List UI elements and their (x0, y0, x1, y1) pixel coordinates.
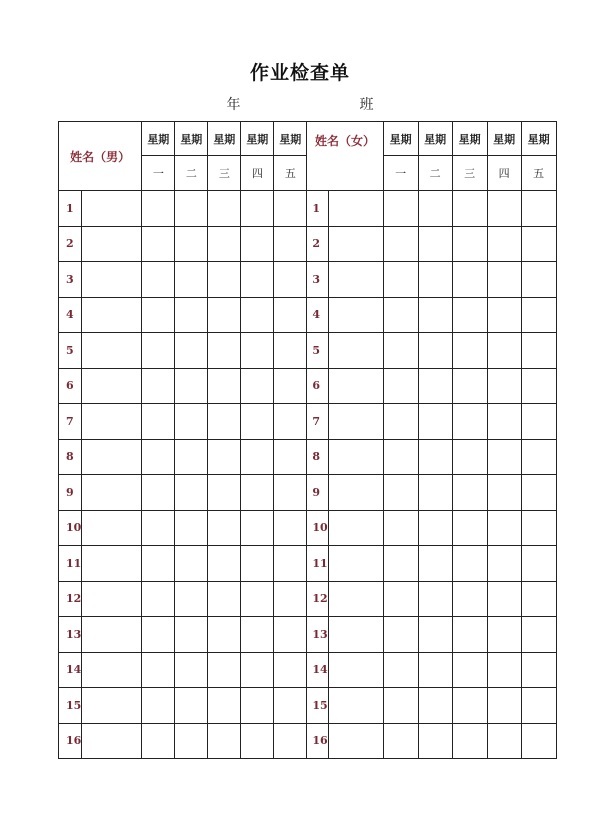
female-check-cell[interactable] (521, 297, 556, 333)
female-check-cell[interactable] (487, 262, 521, 298)
female-name-cell[interactable] (328, 333, 383, 369)
male-check-cell[interactable] (241, 439, 274, 475)
female-check-cell[interactable] (521, 191, 556, 227)
female-row-number: 1 (307, 191, 328, 227)
female-check-cell[interactable] (383, 510, 418, 546)
male-row-number: 13 (59, 617, 82, 653)
female-check-cell[interactable] (383, 404, 418, 440)
female-check-cell[interactable] (383, 581, 418, 617)
day-wednesday: 三 (208, 156, 241, 191)
female-check-cell[interactable] (383, 368, 418, 404)
female-check-cell[interactable] (521, 510, 556, 546)
class-label: 班 (359, 97, 374, 113)
male-row-number: 12 (59, 581, 82, 617)
male-check-cell[interactable] (208, 510, 241, 546)
male-check-cell[interactable] (142, 191, 175, 227)
female-check-cell[interactable] (418, 439, 452, 475)
male-row-number: 7 (59, 404, 82, 440)
female-check-cell[interactable] (418, 617, 452, 653)
male-row-number: 15 (59, 688, 82, 724)
week-label: 星期 (208, 122, 241, 156)
male-name-cell[interactable] (82, 617, 142, 653)
week-label: 星期 (175, 122, 208, 156)
female-name-cell[interactable] (328, 546, 383, 582)
male-check-cell[interactable] (142, 404, 175, 440)
female-row-number: 7 (307, 404, 328, 440)
male-check-cell[interactable] (208, 404, 241, 440)
male-check-cell[interactable] (241, 262, 274, 298)
male-check-cell[interactable] (208, 439, 241, 475)
female-name-cell[interactable] (328, 723, 383, 759)
male-check-cell[interactable] (208, 723, 241, 759)
female-row-number: 4 (307, 297, 328, 333)
male-check-cell[interactable] (142, 546, 175, 582)
female-name-cell[interactable] (328, 191, 383, 227)
female-check-cell[interactable] (418, 368, 452, 404)
female-check-cell[interactable] (452, 617, 487, 653)
female-check-cell[interactable] (418, 723, 452, 759)
female-check-cell[interactable] (418, 262, 452, 298)
female-check-cell[interactable] (452, 546, 487, 582)
table-row (59, 581, 557, 617)
table-row (59, 404, 557, 440)
male-row-number: 5 (59, 333, 82, 369)
male-check-cell[interactable] (241, 546, 274, 582)
male-check-cell[interactable] (208, 226, 241, 262)
female-check-cell[interactable] (418, 546, 452, 582)
female-name-cell[interactable] (328, 262, 383, 298)
female-name-cell[interactable] (328, 226, 383, 262)
male-check-cell[interactable] (208, 617, 241, 653)
female-check-cell[interactable] (521, 226, 556, 262)
female-check-cell[interactable] (418, 652, 452, 688)
male-check-cell[interactable] (208, 333, 241, 369)
female-check-cell[interactable] (487, 333, 521, 369)
female-check-cell[interactable] (487, 617, 521, 653)
female-check-cell[interactable] (452, 723, 487, 759)
table-row (59, 297, 557, 333)
male-check-cell[interactable] (208, 262, 241, 298)
male-check-cell[interactable] (175, 368, 208, 404)
male-check-cell[interactable] (274, 581, 307, 617)
male-name-cell[interactable] (82, 581, 142, 617)
female-check-cell[interactable] (487, 191, 521, 227)
female-check-cell[interactable] (452, 191, 487, 227)
male-row-number: 6 (59, 368, 82, 404)
male-check-cell[interactable] (208, 688, 241, 724)
female-check-cell[interactable] (521, 688, 556, 724)
male-check-cell[interactable] (175, 226, 208, 262)
male-check-cell[interactable] (175, 262, 208, 298)
female-check-cell[interactable] (521, 439, 556, 475)
female-row-number: 16 (307, 723, 328, 759)
week-label: 星期 (383, 122, 418, 156)
female-check-cell[interactable] (383, 191, 418, 227)
female-check-cell[interactable] (487, 475, 521, 511)
male-check-cell[interactable] (208, 297, 241, 333)
female-name-cell[interactable] (328, 510, 383, 546)
female-check-cell[interactable] (487, 581, 521, 617)
female-check-cell[interactable] (418, 297, 452, 333)
male-check-cell[interactable] (142, 617, 175, 653)
female-check-cell[interactable] (418, 581, 452, 617)
male-row-number: 16 (59, 723, 82, 759)
male-check-cell[interactable] (142, 475, 175, 511)
male-check-cell[interactable] (241, 333, 274, 369)
male-name-cell[interactable] (82, 333, 142, 369)
male-check-cell[interactable] (274, 546, 307, 582)
male-check-cell[interactable] (175, 688, 208, 724)
male-name-cell[interactable] (82, 368, 142, 404)
male-check-cell[interactable] (241, 191, 274, 227)
female-check-cell[interactable] (452, 475, 487, 511)
male-check-cell[interactable] (142, 510, 175, 546)
female-name-cell[interactable] (328, 652, 383, 688)
female-check-cell[interactable] (487, 688, 521, 724)
male-check-cell[interactable] (241, 368, 274, 404)
day-friday: 五 (274, 156, 307, 191)
male-row-number: 14 (59, 652, 82, 688)
female-check-cell[interactable] (521, 368, 556, 404)
female-name-cell[interactable] (328, 404, 383, 440)
male-check-cell[interactable] (241, 475, 274, 511)
male-check-cell[interactable] (175, 510, 208, 546)
grade-class-line (0, 94, 600, 114)
female-check-cell[interactable] (418, 475, 452, 511)
male-check-cell[interactable] (142, 688, 175, 724)
male-check-cell[interactable] (208, 191, 241, 227)
female-name-cell[interactable] (328, 439, 383, 475)
female-check-cell[interactable] (452, 262, 487, 298)
female-check-cell[interactable] (383, 652, 418, 688)
male-check-cell[interactable] (274, 439, 307, 475)
female-check-cell[interactable] (383, 617, 418, 653)
female-check-cell[interactable] (487, 723, 521, 759)
female-check-cell[interactable] (521, 546, 556, 582)
male-check-cell[interactable] (208, 652, 241, 688)
male-row-number: 8 (59, 439, 82, 475)
male-check-cell[interactable] (241, 581, 274, 617)
female-check-cell[interactable] (521, 652, 556, 688)
male-check-cell[interactable] (142, 368, 175, 404)
female-check-cell[interactable] (418, 226, 452, 262)
female-row-number: 13 (307, 617, 328, 653)
male-check-cell[interactable] (208, 368, 241, 404)
female-check-cell[interactable] (487, 368, 521, 404)
table-row (59, 262, 557, 298)
male-name-header: 姓名（男） (59, 122, 142, 191)
table-row (59, 723, 557, 759)
female-check-cell[interactable] (521, 581, 556, 617)
female-check-cell[interactable] (521, 262, 556, 298)
female-check-cell[interactable] (418, 404, 452, 440)
male-check-cell[interactable] (274, 617, 307, 653)
male-check-cell[interactable] (175, 546, 208, 582)
male-name-cell[interactable] (82, 723, 142, 759)
table-row (59, 652, 557, 688)
male-check-cell[interactable] (241, 652, 274, 688)
female-name-cell[interactable] (328, 475, 383, 511)
male-check-cell[interactable] (142, 581, 175, 617)
male-check-cell[interactable] (241, 617, 274, 653)
male-check-cell[interactable] (142, 297, 175, 333)
male-check-cell[interactable] (175, 617, 208, 653)
male-check-cell[interactable] (274, 510, 307, 546)
male-row-number: 2 (59, 226, 82, 262)
table-row (59, 475, 557, 511)
female-check-cell[interactable] (383, 262, 418, 298)
table-row (59, 191, 557, 227)
male-check-cell[interactable] (142, 439, 175, 475)
female-check-cell[interactable] (521, 333, 556, 369)
male-row-number: 1 (59, 191, 82, 227)
page-title: 作业检查单 (249, 62, 350, 84)
female-check-cell[interactable] (452, 688, 487, 724)
female-check-cell[interactable] (521, 475, 556, 511)
male-check-cell[interactable] (274, 333, 307, 369)
female-name-cell[interactable] (328, 617, 383, 653)
week-label: 星期 (241, 122, 274, 156)
table-row (59, 439, 557, 475)
female-check-cell[interactable] (521, 404, 556, 440)
male-check-cell[interactable] (175, 439, 208, 475)
male-check-cell[interactable] (142, 226, 175, 262)
day-wednesday: 三 (452, 156, 487, 191)
table-row (59, 510, 557, 546)
male-name-cell[interactable] (82, 439, 142, 475)
male-check-cell[interactable] (274, 191, 307, 227)
female-check-cell[interactable] (383, 546, 418, 582)
male-check-cell[interactable] (241, 226, 274, 262)
female-check-cell[interactable] (452, 368, 487, 404)
male-check-cell[interactable] (241, 510, 274, 546)
female-row-number: 10 (307, 510, 328, 546)
female-row-number: 11 (307, 546, 328, 582)
male-check-cell[interactable] (274, 652, 307, 688)
female-check-cell[interactable] (452, 439, 487, 475)
female-row-number: 15 (307, 688, 328, 724)
female-check-cell[interactable] (487, 652, 521, 688)
female-check-cell[interactable] (487, 226, 521, 262)
week-label: 星期 (487, 122, 521, 156)
male-check-cell[interactable] (274, 404, 307, 440)
female-row-number: 5 (307, 333, 328, 369)
female-row-number: 2 (307, 226, 328, 262)
homework-check-table (58, 121, 557, 759)
female-check-cell[interactable] (383, 226, 418, 262)
table-row (59, 333, 557, 369)
female-check-cell[interactable] (418, 191, 452, 227)
day-friday: 五 (521, 156, 556, 191)
female-row-number: 12 (307, 581, 328, 617)
female-row-number: 6 (307, 368, 328, 404)
female-check-cell[interactable] (487, 297, 521, 333)
table-row (59, 688, 557, 724)
table-row (59, 226, 557, 262)
male-check-cell[interactable] (274, 723, 307, 759)
grade-label: 年 (226, 97, 241, 113)
female-row-number: 8 (307, 439, 328, 475)
female-check-cell[interactable] (521, 723, 556, 759)
female-check-cell[interactable] (487, 546, 521, 582)
female-check-cell[interactable] (383, 333, 418, 369)
female-check-cell[interactable] (418, 333, 452, 369)
week-label: 星期 (452, 122, 487, 156)
male-check-cell[interactable] (142, 723, 175, 759)
day-tuesday: 二 (418, 156, 452, 191)
week-label: 星期 (418, 122, 452, 156)
day-thursday: 四 (487, 156, 521, 191)
male-row-number: 10 (59, 510, 82, 546)
female-name-cell[interactable] (328, 297, 383, 333)
male-row-number: 3 (59, 262, 82, 298)
female-name-cell[interactable] (328, 368, 383, 404)
male-check-cell[interactable] (175, 723, 208, 759)
male-name-cell[interactable] (82, 404, 142, 440)
male-check-cell[interactable] (241, 297, 274, 333)
male-check-cell[interactable] (175, 581, 208, 617)
day-tuesday: 二 (175, 156, 208, 191)
male-check-cell[interactable] (175, 333, 208, 369)
male-check-cell[interactable] (175, 297, 208, 333)
male-check-cell[interactable] (241, 404, 274, 440)
day-thursday: 四 (241, 156, 274, 191)
female-check-cell[interactable] (452, 404, 487, 440)
female-check-cell[interactable] (487, 404, 521, 440)
male-check-cell[interactable] (274, 262, 307, 298)
male-row-number: 9 (59, 475, 82, 511)
female-check-cell[interactable] (452, 226, 487, 262)
female-check-cell[interactable] (452, 333, 487, 369)
day-monday: 一 (142, 156, 175, 191)
male-name-cell[interactable] (82, 297, 142, 333)
female-check-cell[interactable] (383, 439, 418, 475)
female-name-cell[interactable] (328, 688, 383, 724)
table-row (59, 368, 557, 404)
male-name-cell[interactable] (82, 191, 142, 227)
male-check-cell[interactable] (241, 688, 274, 724)
week-label: 星期 (274, 122, 307, 156)
male-check-cell[interactable] (208, 581, 241, 617)
male-name-cell[interactable] (82, 475, 142, 511)
male-check-cell[interactable] (274, 475, 307, 511)
female-check-cell[interactable] (383, 723, 418, 759)
male-check-cell[interactable] (175, 191, 208, 227)
male-check-cell[interactable] (208, 546, 241, 582)
male-check-cell[interactable] (142, 652, 175, 688)
male-check-cell[interactable] (175, 475, 208, 511)
week-label: 星期 (142, 122, 175, 156)
table-row (59, 546, 557, 582)
male-check-cell[interactable] (274, 226, 307, 262)
female-check-cell[interactable] (418, 688, 452, 724)
female-check-cell[interactable] (521, 617, 556, 653)
male-check-cell[interactable] (142, 262, 175, 298)
female-row-number: 14 (307, 652, 328, 688)
female-check-cell[interactable] (452, 297, 487, 333)
female-check-cell[interactable] (383, 688, 418, 724)
male-check-cell[interactable] (175, 652, 208, 688)
male-check-cell[interactable] (175, 404, 208, 440)
male-row-number: 11 (59, 546, 82, 582)
male-name-cell[interactable] (82, 226, 142, 262)
female-name-cell[interactable] (328, 581, 383, 617)
male-check-cell[interactable] (274, 688, 307, 724)
day-monday: 一 (383, 156, 418, 191)
week-label: 星期 (521, 122, 556, 156)
female-check-cell[interactable] (383, 297, 418, 333)
male-name-cell[interactable] (82, 510, 142, 546)
male-name-cell[interactable] (82, 546, 142, 582)
female-check-cell[interactable] (452, 581, 487, 617)
female-check-cell[interactable] (418, 510, 452, 546)
male-name-cell[interactable] (82, 688, 142, 724)
female-check-cell[interactable] (452, 652, 487, 688)
female-row-number: 9 (307, 475, 328, 511)
female-check-cell[interactable] (383, 475, 418, 511)
table-row (59, 617, 557, 653)
male-check-cell[interactable] (142, 333, 175, 369)
female-check-cell[interactable] (487, 439, 521, 475)
female-row-number: 3 (307, 262, 328, 298)
male-check-cell[interactable] (208, 475, 241, 511)
male-check-cell[interactable] (241, 723, 274, 759)
male-name-cell[interactable] (82, 262, 142, 298)
female-name-header: 姓名（女） (307, 122, 383, 191)
female-check-cell[interactable] (452, 510, 487, 546)
female-check-cell[interactable] (487, 510, 521, 546)
male-check-cell[interactable] (274, 368, 307, 404)
male-row-number: 4 (59, 297, 82, 333)
male-name-cell[interactable] (82, 652, 142, 688)
male-check-cell[interactable] (274, 297, 307, 333)
